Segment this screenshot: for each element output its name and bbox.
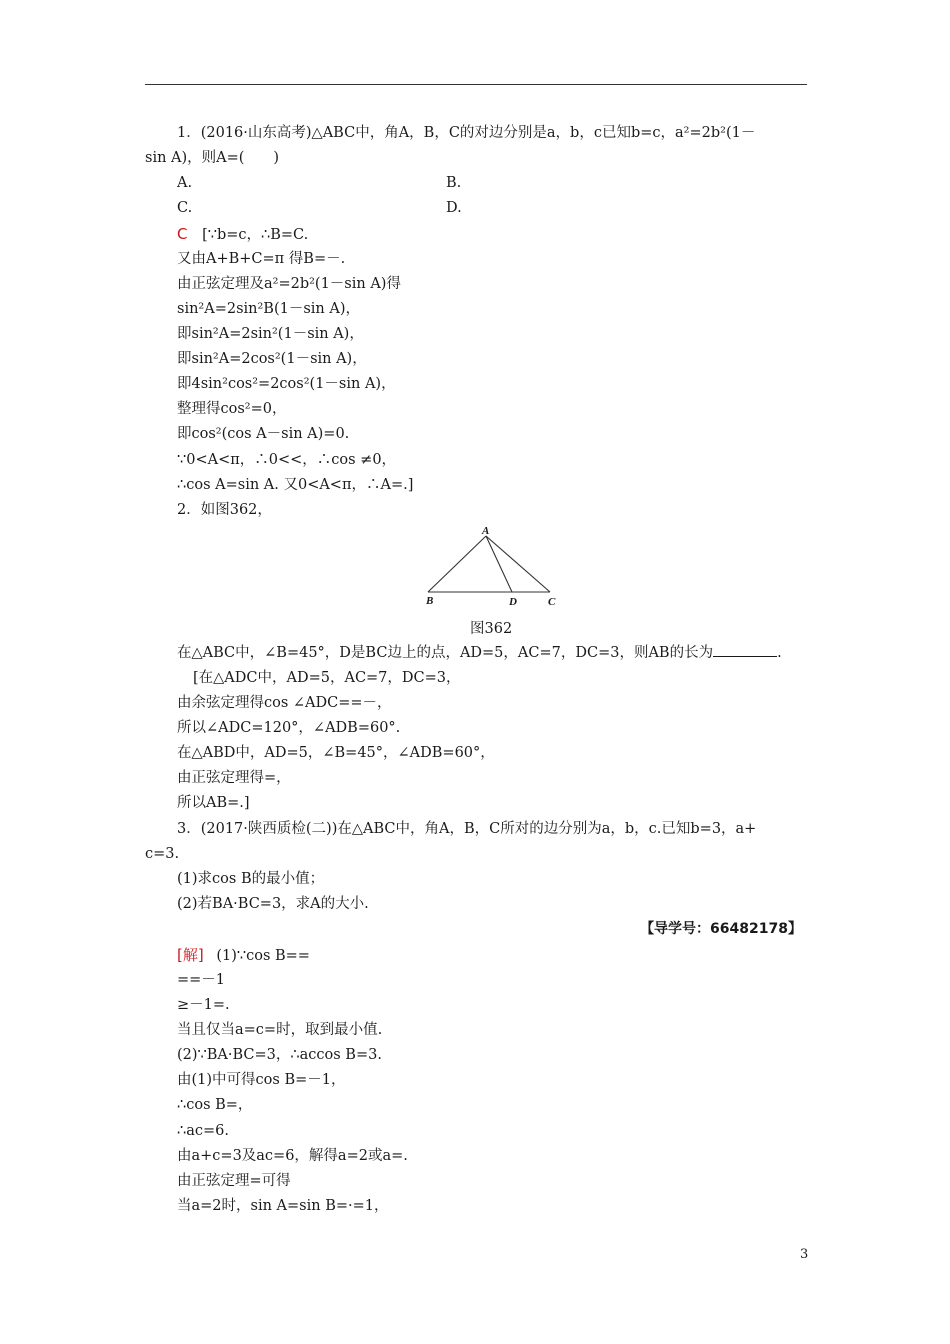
solution-2-line-5: 由正弦定理得=， (177, 770, 291, 786)
solution-1-line-9: 即cos²(cos A－sin A)=0. (177, 426, 350, 442)
reference-number: 【导学号：66482178】 (640, 921, 802, 937)
solution-2-line-4: 在△ABD中，AD=5，∠B=45°，∠ADB=60°， (177, 745, 495, 761)
edge-ab (428, 536, 486, 592)
solution-1-line-7: 即4sin²cos²=2cos²(1－sin A)， (177, 376, 396, 392)
vertex-label-a: A (482, 525, 490, 537)
solution-1-line-8: 整理得cos²=0， (177, 401, 287, 417)
solution-1-line-6: 即sin²A=2cos²(1－sin A)， (177, 351, 367, 367)
solution-1-line-11: ∴cos A=sin A. 又0<A<π，∴A=.] (177, 477, 414, 493)
option-b: B. (446, 175, 462, 191)
figure-caption: 图362 (470, 621, 513, 637)
solution-1-line-1 (177, 224, 308, 245)
q3-line-2: c=3. (145, 846, 180, 862)
option-c: C. (177, 200, 193, 216)
q2-body (177, 642, 782, 663)
vertex-label-d: D (509, 596, 517, 608)
solution-3-line-9: 由a+c=3及ac=6，解得a=2或a=. (177, 1148, 408, 1164)
solution-1-line-10: ∵0<A<π，∴0<<，∴cos ≠0， (177, 452, 397, 468)
solution-3-line-5: (2)∵BA·BC=3，∴accos B=3. (177, 1047, 382, 1063)
solution-3-line-1 (177, 945, 310, 966)
vertex-label-b: B (426, 595, 434, 607)
q1-line-2: sin A)，则A=( ) (145, 150, 280, 166)
page-number: 3 (800, 1247, 809, 1262)
q3-part-2: (2)若BA·BC=3，求A的大小. (177, 896, 369, 912)
solution-3-line-7: ∴cos B=， (177, 1097, 253, 1113)
edge-ad (486, 536, 512, 592)
solution-1-line-2: 又由A+B+C=π 得B=－. (177, 251, 346, 267)
answer-blank (713, 642, 777, 657)
edge-ac (486, 536, 550, 592)
q2-text: 在△ABC中，∠B=45°，D是BC边上的点，AD=5，AC=7，DC=3，则AB的长为 (177, 645, 714, 661)
solution-3-line-11: 当a=2时，sin A=sin B=·=1， (177, 1198, 389, 1214)
q3-part-1: (1)求cos B的最小值； (177, 871, 325, 887)
solution-tag: [解] (177, 946, 204, 964)
option-a: A. (177, 175, 193, 191)
solution-1-line-4: sin²A=2sin²B(1－sin A)， (177, 301, 360, 317)
solution-3-line-4: 当且仅当a=c=时，取到最小值. (177, 1022, 383, 1038)
solution-3-line-8: ∴ac=6. (177, 1123, 229, 1139)
solution-2-line-6: 所以AB=.] (177, 795, 250, 811)
vertex-label-c: C (548, 596, 556, 608)
solution-1-line-5: 即sin²A=2sin²(1－sin A)， (177, 326, 364, 342)
q1-line-1: 1．(2016·山东高考)△ABC中，角A，B，C的对边分别是a，b，c已知b=c，a²=2b²(1－ (177, 125, 756, 141)
q2-period: . (777, 645, 782, 661)
solution-3-line-3: ≥－1=. (177, 997, 230, 1013)
solution-2-line-3: 所以∠ADC=120°，∠ADB=60°. (177, 720, 401, 736)
solution-1-text: [∵b=c，∴B=C. (202, 227, 309, 243)
triangle-figure (420, 524, 560, 612)
solution-2-line-1: [在△ADC中，AD=5，AC=7，DC=3， (193, 670, 461, 686)
solution-2-line-2: 由余弦定理得cos ∠ADC==－， (177, 695, 392, 711)
answer-letter: C (177, 225, 188, 243)
q3-line-1: 3．(2017·陕西质检(二))在△ABC中，角A，B，C所对的边分别为a，b，c.已知b=3，a+ (177, 821, 757, 837)
solution-1-line-3: 由正弦定理及a²=2b²(1－sin A)得 (177, 276, 401, 292)
solution-3-text: (1)∵cos B== (216, 948, 310, 964)
option-d: D. (446, 200, 462, 216)
solution-3-line-6: 由(1)中可得cos B=－1， (177, 1072, 346, 1088)
q2-heading: 2．如图362， (177, 502, 272, 518)
solution-3-line-2: ==－1 (177, 972, 226, 988)
header-rule (145, 84, 807, 85)
solution-3-line-10: 由正弦定理=可得 (177, 1173, 291, 1189)
